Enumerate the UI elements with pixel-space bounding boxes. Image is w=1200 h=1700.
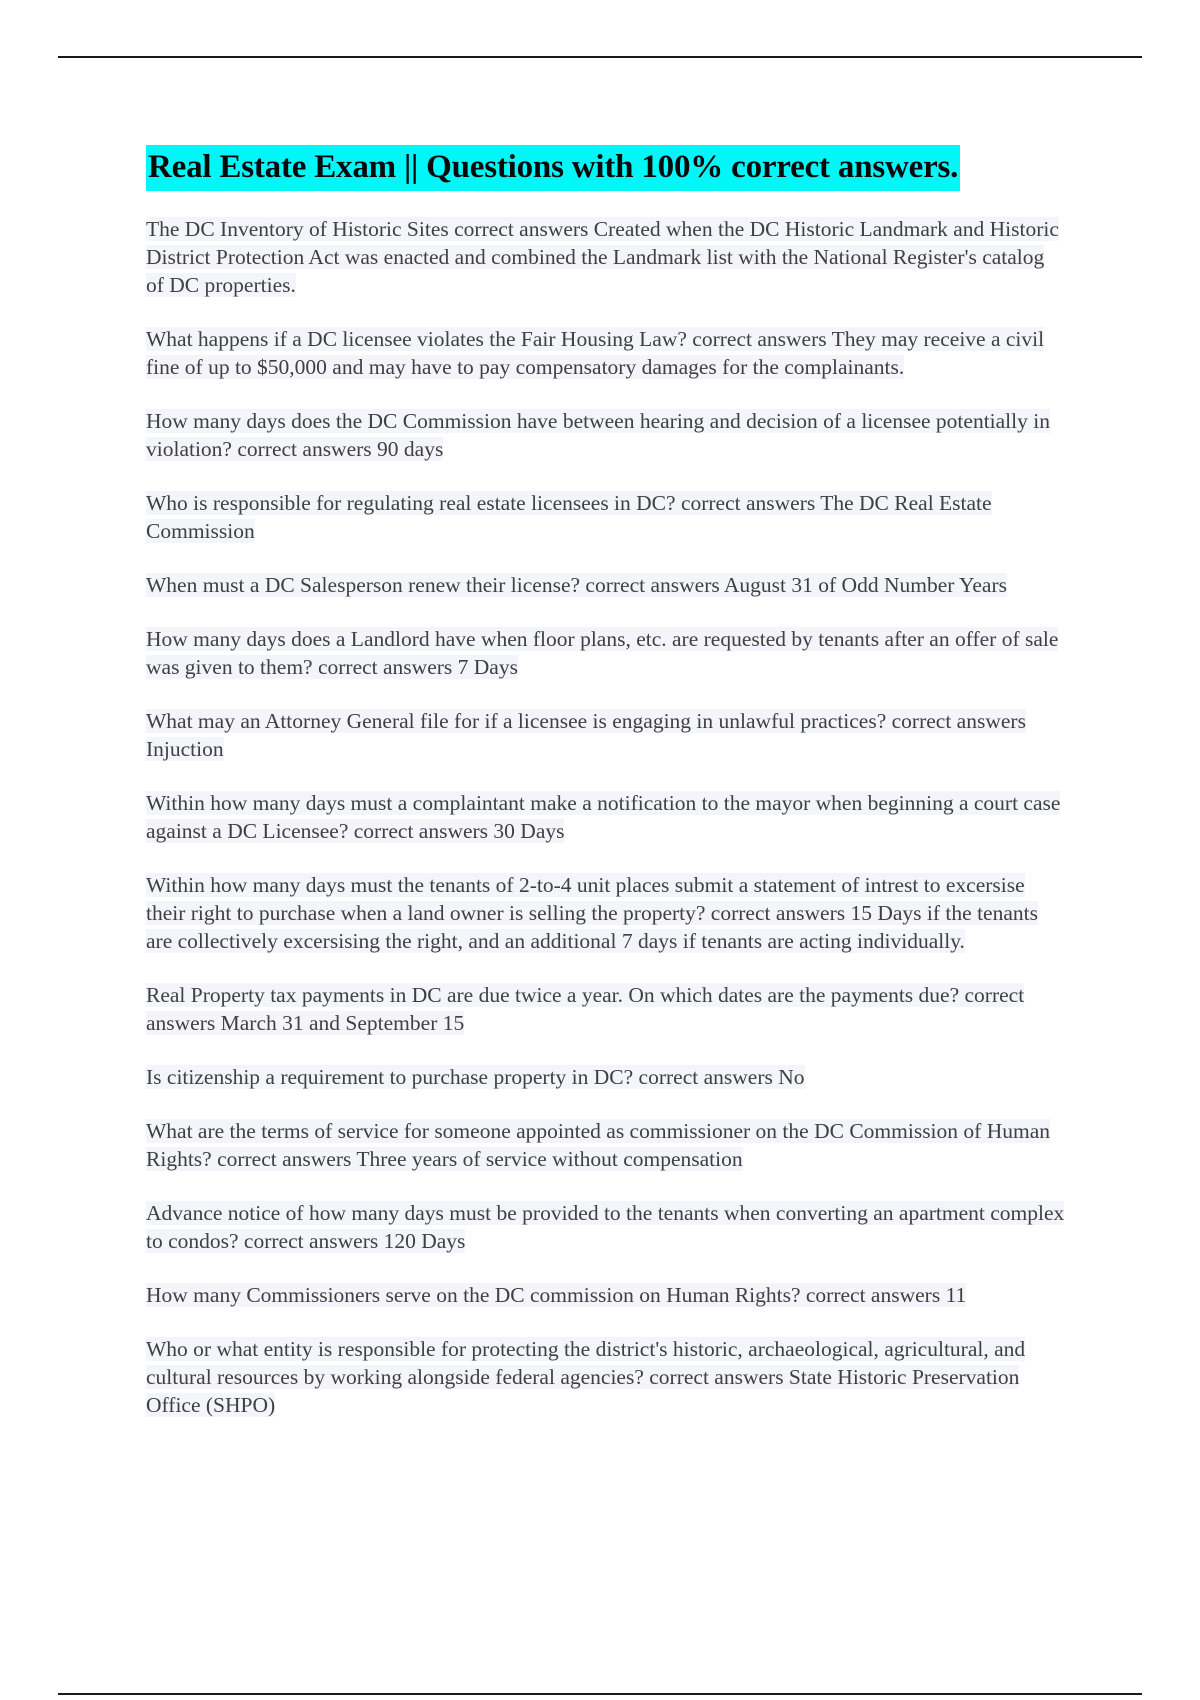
qa-text: How many days does a Landlord have when floor plans, etc. are requested by tenants after an offer of sale was given to them? correct answers 7 Days	[146, 627, 1059, 679]
qa-text: How many Commissioners serve on the DC commission on Human Rights? correct answers 11	[146, 1283, 967, 1307]
qa-text: Is citizenship a requirement to purchase property in DC? correct answers No	[146, 1065, 805, 1089]
qa-item	[146, 1281, 1066, 1309]
qa-item	[146, 1063, 1066, 1091]
qa-text: What may an Attorney General file for if a licensee is engaging in unlawful practices? correct answers Injuction	[146, 709, 1026, 761]
qa-item	[146, 1117, 1066, 1173]
qa-text: Who or what entity is responsible for protecting the district's historic, archaeological, agricultural, and cultural resources by working alongside federal agencies? correct answers State Historic Preservation Office (SHPO)	[146, 1337, 1026, 1417]
qa-item	[146, 1199, 1066, 1255]
qa-item	[146, 325, 1066, 381]
qa-text: Within how many days must a complaintant make a notification to the mayor when beginning a court case against a DC Licensee? correct answers 30 Days	[146, 791, 1061, 843]
qa-item	[146, 407, 1066, 463]
qa-text: Real Property tax payments in DC are due twice a year. On which dates are the payments due? correct answers March 31 and September 15	[146, 983, 1025, 1035]
qa-text: What are the terms of service for someone appointed as commissioner on the DC Commission of Human Rights? correct answers Three years of service without compensation	[146, 1119, 1050, 1171]
qa-item	[146, 981, 1066, 1037]
qa-item	[146, 1335, 1066, 1419]
qa-text: How many days does the DC Commission have between hearing and decision of a licensee potentially in violation? correct answers 90 days	[146, 409, 1050, 461]
qa-text: Advance notice of how many days must be provided to the tenants when converting an apartment complex to condos? correct answers 120 Days	[146, 1201, 1065, 1253]
qa-text: Within how many days must the tenants of 2-to-4 unit places submit a statement of intrest to excersise their right to purchase when a land owner is selling the property? correct answers 15 Days if the tenants are collectively excersising the right, and an additional 7 days if tenants are acting individually.	[146, 873, 1038, 953]
top-rule	[58, 56, 1142, 58]
qa-item	[146, 789, 1066, 845]
qa-text: Who is responsible for regulating real estate licensees in DC? correct answers The DC Real Estate Commission	[146, 491, 992, 543]
qa-item	[146, 215, 1066, 299]
qa-text: What happens if a DC licensee violates the Fair Housing Law? correct answers They may receive a civil fine of up to $50,000 and may have to pay compensatory damages for the complainants.	[146, 327, 1045, 379]
qa-text: The DC Inventory of Historic Sites correct answers Created when the DC Historic Landmark and Historic District Protection Act was enacted and combined the Landmark list with the National Register's catalog of DC properties.	[146, 217, 1059, 297]
qa-item	[146, 707, 1066, 763]
qa-list	[146, 215, 1066, 1419]
qa-text: When must a DC Salesperson renew their license? correct answers August 31 of Odd Number Years	[146, 573, 1007, 597]
qa-item	[146, 625, 1066, 681]
bottom-rule	[58, 1693, 1142, 1695]
qa-item	[146, 571, 1066, 599]
document-title: Real Estate Exam || Questions with 100% correct answers.	[146, 145, 960, 191]
document-body	[146, 145, 1066, 1445]
qa-item	[146, 489, 1066, 545]
qa-item	[146, 871, 1066, 955]
